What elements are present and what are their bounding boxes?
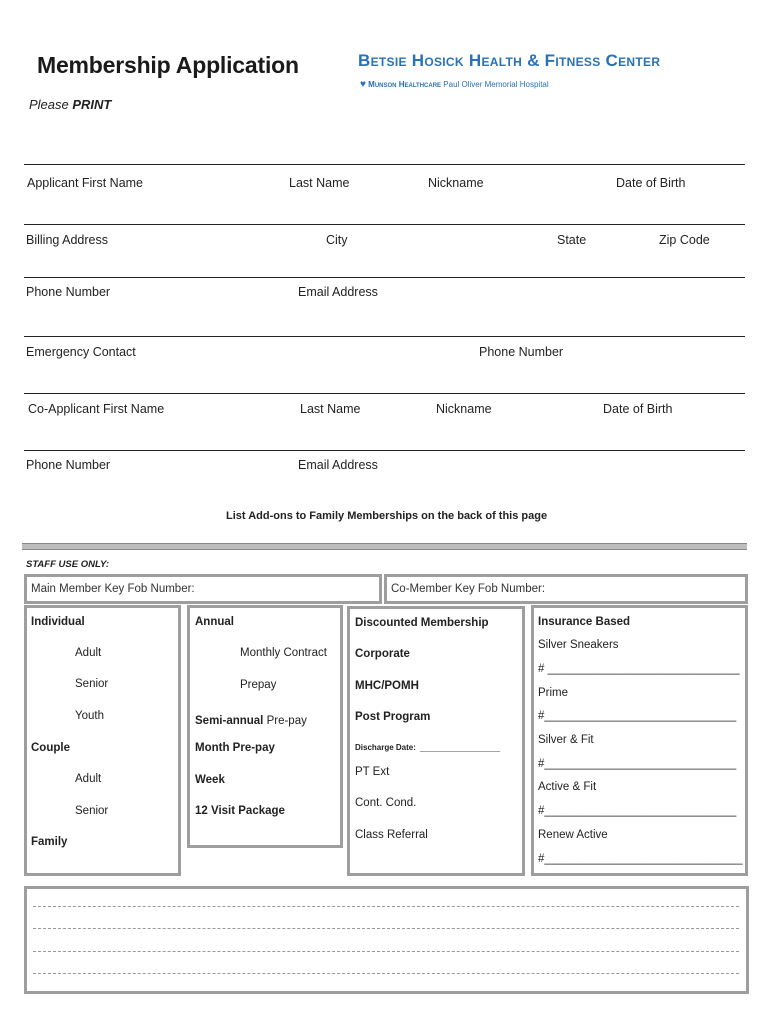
hospital-logo — [360, 79, 549, 90]
mhc-pomh-option: MHC/POMH — [355, 680, 419, 692]
discharge-date-line: __________________ — [420, 743, 501, 752]
active-fit-option: Active & Fit — [538, 781, 597, 793]
hospital-name: Paul Oliver Memorial Hospital — [441, 80, 549, 89]
monthly-contract-option: Monthly Contract — [240, 647, 327, 659]
co-applicant-first-name-label: Co-Applicant First Name — [28, 402, 165, 416]
nickname-label: Nickname — [428, 176, 484, 190]
field-divider — [24, 277, 745, 278]
main-member-fob-box — [24, 574, 382, 604]
emergency-phone-label: Phone Number — [479, 345, 564, 359]
pt-ext-option: PT Ext — [355, 766, 390, 778]
addons-note: List Add-ons to Family Memberships on the back of this page — [226, 510, 548, 522]
print-instruction-emphasis: PRINT — [72, 97, 112, 112]
individual-label: Individual — [31, 616, 85, 628]
staff-notes-box — [24, 886, 749, 994]
field-divider — [24, 224, 745, 225]
renew-active-number-line: #_______________________________ — [538, 853, 743, 865]
co-member-fob-box — [384, 574, 748, 604]
applicant-first-name-label: Applicant First Name — [27, 176, 144, 190]
staff-use-heading: STAFF USE ONLY: — [26, 559, 110, 570]
discounted-membership-box — [347, 606, 525, 876]
date-of-birth-label: Date of Birth — [616, 176, 686, 190]
co-email-address-label: Email Address — [298, 458, 378, 472]
silver-sneakers-number-line: # ______________________________ — [538, 663, 740, 675]
individual-senior-option: Senior — [75, 678, 109, 690]
month-prepay-option: Month Pre-pay — [195, 742, 275, 754]
active-fit-number-line: #______________________________ — [538, 805, 737, 817]
membership-type-box — [24, 605, 181, 876]
discounted-membership-label: Discounted Membership — [355, 617, 489, 629]
semi-annual-option — [195, 711, 307, 729]
prepay-option: Prepay — [240, 679, 277, 691]
notes-line — [33, 951, 739, 952]
individual-adult-option: Adult — [75, 647, 102, 659]
state-label: State — [557, 233, 587, 247]
notes-line — [33, 928, 739, 929]
post-program-option: Post Program — [355, 711, 431, 723]
field-divider — [24, 450, 745, 451]
co-phone-number-label: Phone Number — [26, 458, 111, 472]
week-option: Week — [195, 774, 225, 786]
silver-sneakers-option: Silver Sneakers — [538, 639, 619, 651]
co-nickname-label: Nickname — [436, 402, 492, 416]
silver-fit-number-line: #______________________________ — [538, 758, 737, 770]
couple-adult-option: Adult — [75, 773, 102, 785]
field-divider — [24, 336, 745, 337]
hospital-brand: Munson Healthcare — [368, 80, 442, 89]
insurance-based-box — [531, 605, 748, 876]
zip-code-label: Zip Code — [659, 233, 710, 247]
annual-label: Annual — [195, 616, 234, 628]
field-divider — [24, 164, 745, 165]
email-address-label: Email Address — [298, 285, 378, 299]
emergency-contact-label: Emergency Contact — [26, 345, 136, 359]
semi-annual-prepay: Pre-pay — [263, 715, 307, 727]
print-instruction-prefix: Please — [29, 97, 73, 112]
staff-divider-bar — [22, 543, 747, 550]
prime-option: Prime — [538, 687, 569, 699]
discharge-date-label: Discharge Date: — [355, 743, 416, 752]
individual-youth-option: Youth — [75, 710, 104, 722]
semi-annual-label: Semi-annual — [195, 715, 264, 727]
insurance-based-label: Insurance Based — [538, 616, 631, 628]
couple-senior-option: Senior — [75, 805, 109, 817]
notes-line — [33, 973, 739, 974]
phone-number-label: Phone Number — [26, 285, 111, 299]
corporate-option: Corporate — [355, 648, 410, 660]
silver-fit-option: Silver & Fit — [538, 734, 594, 746]
payment-term-box — [187, 605, 343, 848]
co-last-name-label: Last Name — [300, 402, 361, 416]
main-member-fob-label: Main Member Key Fob Number: — [31, 583, 195, 595]
field-divider — [24, 393, 745, 394]
notes-line — [33, 906, 739, 907]
cont-cond-option: Cont. Cond. — [355, 797, 417, 809]
couple-label: Couple — [31, 742, 70, 754]
co-member-fob-label: Co-Member Key Fob Number: — [391, 583, 546, 595]
prime-number-line: #______________________________ — [538, 710, 737, 722]
family-label: Family — [31, 836, 68, 848]
print-instruction — [29, 97, 111, 112]
page-title: Membership Application — [37, 52, 299, 78]
last-name-label: Last Name — [289, 176, 350, 190]
heart-icon: ♥ — [360, 79, 366, 90]
visit-package-option: 12 Visit Package — [195, 805, 285, 817]
billing-address-label: Billing Address — [26, 233, 108, 247]
renew-active-option: Renew Active — [538, 829, 608, 841]
co-date-of-birth-label: Date of Birth — [603, 402, 673, 416]
class-referral-option: Class Referral — [355, 829, 428, 841]
center-logo-name: Betsie Hosick Health & Fitness Center — [358, 51, 661, 70]
city-label: City — [326, 233, 348, 247]
